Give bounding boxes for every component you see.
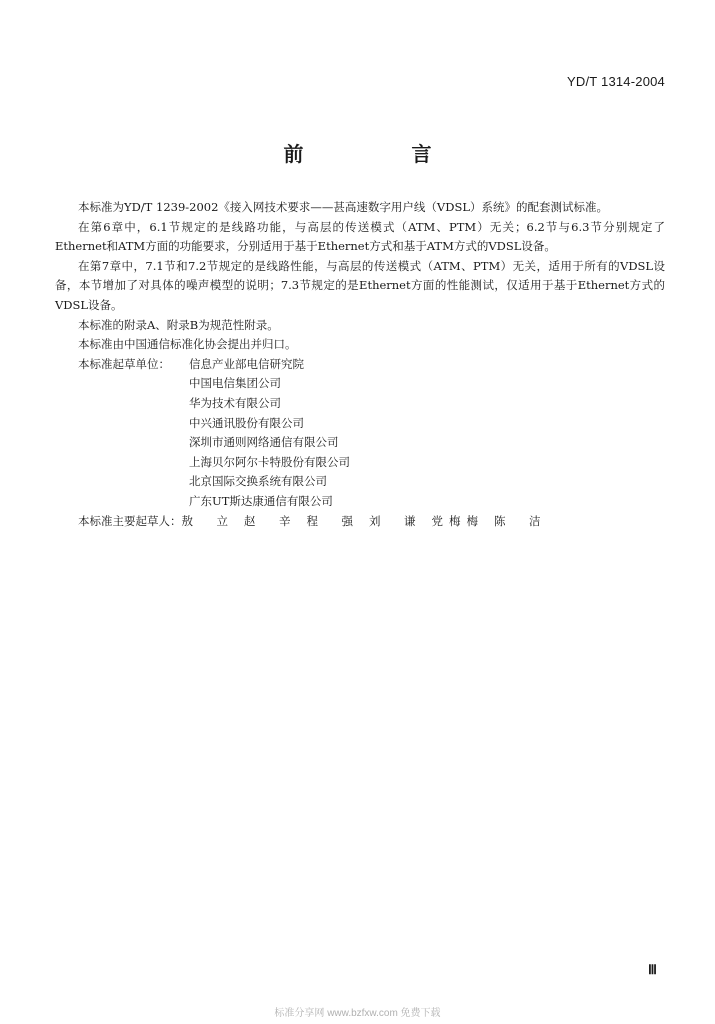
paragraph-4: 本标准的附录A、附录B为规范性附录。 — [78, 317, 279, 332]
drafter-name: 党梅梅 — [431, 513, 484, 528]
paragraph-3: 在第7章中，7.1节和7.2节规定的是线路性能，与高层的传送模式（ATM、PTM）无关，适用于所有的VDSL设备，本节增加了对具体的噪声模型的说明；7.3节规定的是Ethernet方面的性能测试，仅适用于基于Ethernet方式的VDSL设备。 — [55, 258, 665, 312]
drafting-unit: 华为技术有限公司 — [189, 395, 281, 410]
drafting-units — [55, 355, 665, 512]
drafting-units-label: 本标准起草单位： — [78, 356, 170, 371]
standard-code: YD/T 1314-2004 — [567, 74, 665, 89]
drafter-name: 程 强 — [306, 513, 359, 528]
drafters-label: 本标准主要起草人： — [78, 513, 182, 528]
page-title: 前 言 — [283, 142, 476, 166]
drafter-name: 赵 辛 — [244, 513, 297, 528]
paragraph-1: 本标准为YD/T 1239-2002《接入网技术要求——甚高速数字用户线（VDSL）系统》的配套测试标准。 — [78, 200, 608, 214]
main-drafters — [55, 512, 665, 532]
paragraph-2: 在第6章中，6.1节规定的是线路功能，与高层的传送模式（ATM、PTM）无关；6.2节与6.3节分别规定了Ethernet和ATM方面的功能要求，分别适用于基于Ethernet方式和基于ATM方式的VDSL设备。 — [55, 219, 665, 254]
drafter-name: 刘 谦 — [369, 513, 422, 528]
drafter-name: 陈 洁 — [494, 513, 547, 528]
foreword-body — [55, 198, 665, 531]
drafting-unit: 中兴通讯股份有限公司 — [189, 415, 304, 430]
drafting-unit: 深圳市通则网络通信有限公司 — [189, 435, 339, 450]
page-number: Ⅲ — [648, 962, 657, 977]
watermark: 标准分享网 www.bzfxw.com 免费下载 — [274, 1008, 441, 1019]
paragraph-5: 本标准由中国通信标准化协会提出并归口。 — [78, 337, 297, 352]
drafting-unit: 广东UT斯达康通信有限公司 — [189, 493, 333, 508]
drafting-unit: 信息产业部电信研究院 — [189, 356, 304, 371]
drafter-name: 敖 立 — [181, 513, 234, 528]
drafting-unit: 上海贝尔阿尔卡特股份有限公司 — [189, 454, 350, 469]
drafting-unit: 中国电信集团公司 — [189, 376, 281, 391]
drafting-unit: 北京国际交换系统有限公司 — [189, 474, 327, 489]
